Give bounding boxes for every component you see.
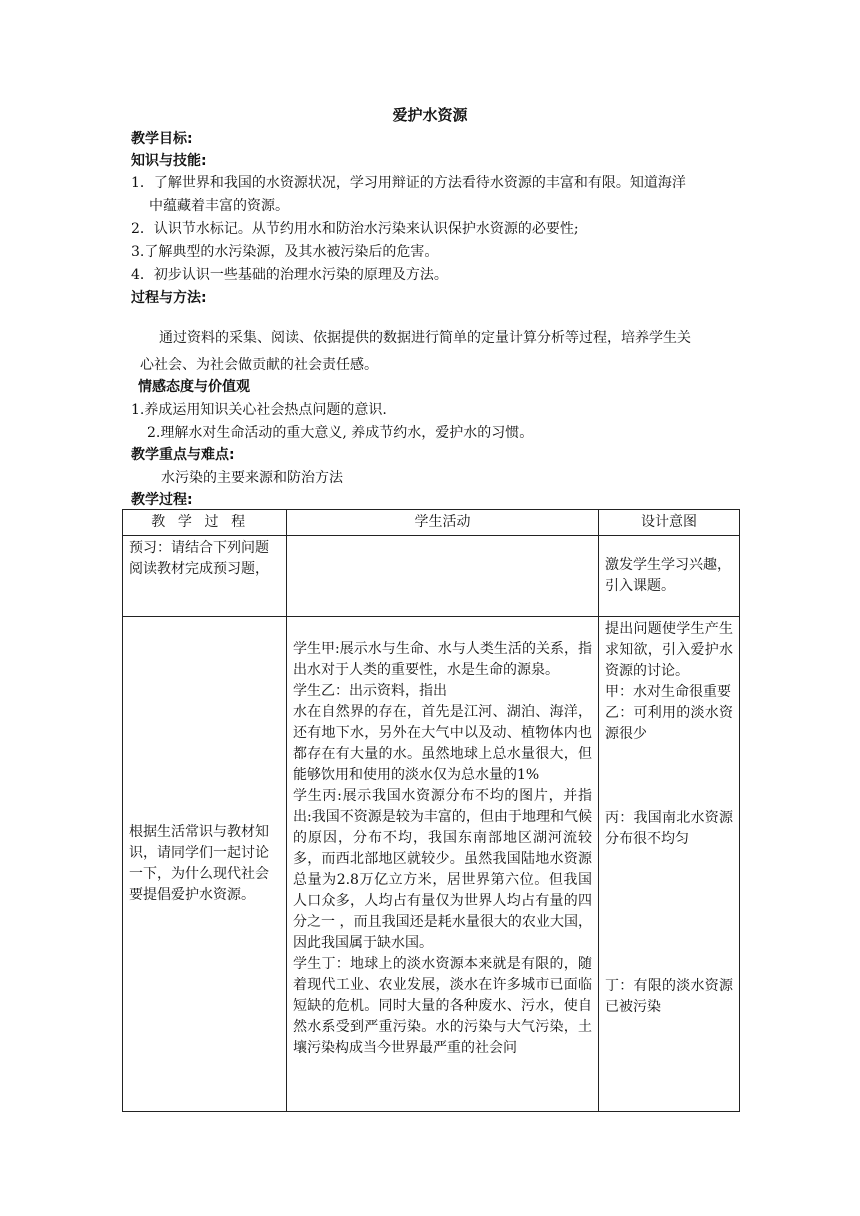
header-design-intent: 设计意图 — [599, 510, 740, 536]
activity-student-jia: 学生甲:展示水与生命、水与人类生活的关系，指出水对于人类的重要性，水是生命的源泉。 — [293, 641, 592, 678]
intent-intro: 提出问题使学生产生求知欲，引入爱护水资源的讨论。 — [605, 621, 733, 679]
row2-process: 根据生活常识与教材知识，请同学们一起讨论一下，为什么现代社会要提倡爱护水资源。 — [123, 617, 287, 1112]
knowledge-item-2: 2．认识节水标记。从节约用水和防治水污染来认识保护水资源的必要性; — [131, 221, 579, 237]
intent-ding: 丁：有限的淡水资源已被污染 — [605, 978, 733, 1015]
intent-bing: 丙：我国南北水资源分布很不均匀 — [605, 810, 733, 847]
activity-student-ding: 学生丁：地球上的淡水资源本来就是有限的，随着现代工业、农业发展，淡水在许多城市已面临短缺的危机。同时大量的各种废水、污水，使自然水系受到严重污染。水的污染与大气污染，土壤污染构成当今世界最严重的社会问 — [293, 956, 592, 1056]
activity-student-yi: 学生乙：出示资料，指出 — [293, 683, 447, 699]
key-heading: 教学重点与难点: — [131, 447, 235, 463]
knowledge-item-1: 1．了解世界和我国的水资源状况，学习用辩证的方法看待水资源的丰富和有限。知道海洋 — [131, 175, 686, 191]
knowledge-item-1-cont: 中蕴藏着丰富的资源。 — [149, 198, 289, 214]
row2-activity — [287, 617, 599, 1112]
process-text-2: 心社会、为社会做贡献的社会责任感。 — [140, 357, 378, 373]
knowledge-item-4: 4．初步认识一些基础的治理水污染的原理及方法。 — [131, 267, 448, 283]
emotion-item-2: 2.理解水对生命活动的重大意义, 养成节约水，爱护水的习惯。 — [147, 425, 534, 441]
knowledge-item-3: 3.了解典型的水污染源，及其水被污染后的危害。 — [131, 244, 439, 260]
table-header-row — [123, 510, 740, 536]
header-student-activity: 学生活动 — [287, 510, 599, 536]
row1-activity — [287, 536, 599, 617]
document-title: 爱护水资源 — [392, 106, 468, 124]
process-text-1: 通过资料的采集、阅读、依据提供的数据进行简单的定量计算分析等过程，培养学生关 — [159, 330, 691, 346]
activity-student-yi-detail: 水在自然界的存在，首先是江河、湖泊、海洋，还有地下水，另外在大气中以及动、植物体内也都存在有大量的水。虽然地球上总水量很大，但能够饮用和使用的淡水仅为总水量的1% — [293, 704, 592, 783]
goals-heading: 教学目标: — [131, 131, 193, 147]
header-process: 教学过程 — [123, 510, 287, 536]
row1-intent: 激发学生学习兴趣，引入课题。 — [599, 536, 740, 617]
key-text: 水污染的主要来源和防治方法 — [161, 470, 343, 486]
row1-process: 预习：请结合下列问题阅读教材完成预习题， — [123, 536, 287, 617]
knowledge-heading: 知识与技能: — [131, 153, 207, 169]
emotion-heading: 情感态度与价值观 — [138, 379, 250, 395]
process-heading: 过程与方法: — [131, 290, 207, 306]
lesson-table — [122, 509, 740, 1112]
emotion-item-1: 1.养成运用知识关心社会热点问题的意识. — [131, 402, 387, 418]
table-row — [123, 536, 740, 617]
teaching-process-heading: 教学过程: — [131, 492, 193, 508]
intent-jia: 甲：水对生命很重要 — [605, 684, 731, 700]
row2-intent — [599, 617, 740, 1112]
activity-student-bing: 学生丙:展示我国水资源分布不均的图片，并指出:我国不资源是较为丰富的，但由于地理和气候的原因，分布不均，我国东南部地区湖河流较多，而西北部地区就较少。虽然我国陆地水资源总量为2.8万亿立方米，居世界第六位。但我国人口众多，人均占有量仅为世界人均占有量的四分之一 ，而且我国还是耗水量很大的农业大国，因此我国属于缺水国。 — [293, 788, 592, 951]
table-row — [123, 617, 740, 1112]
intent-yi: 乙：可利用的淡水资源很少 — [605, 705, 733, 742]
